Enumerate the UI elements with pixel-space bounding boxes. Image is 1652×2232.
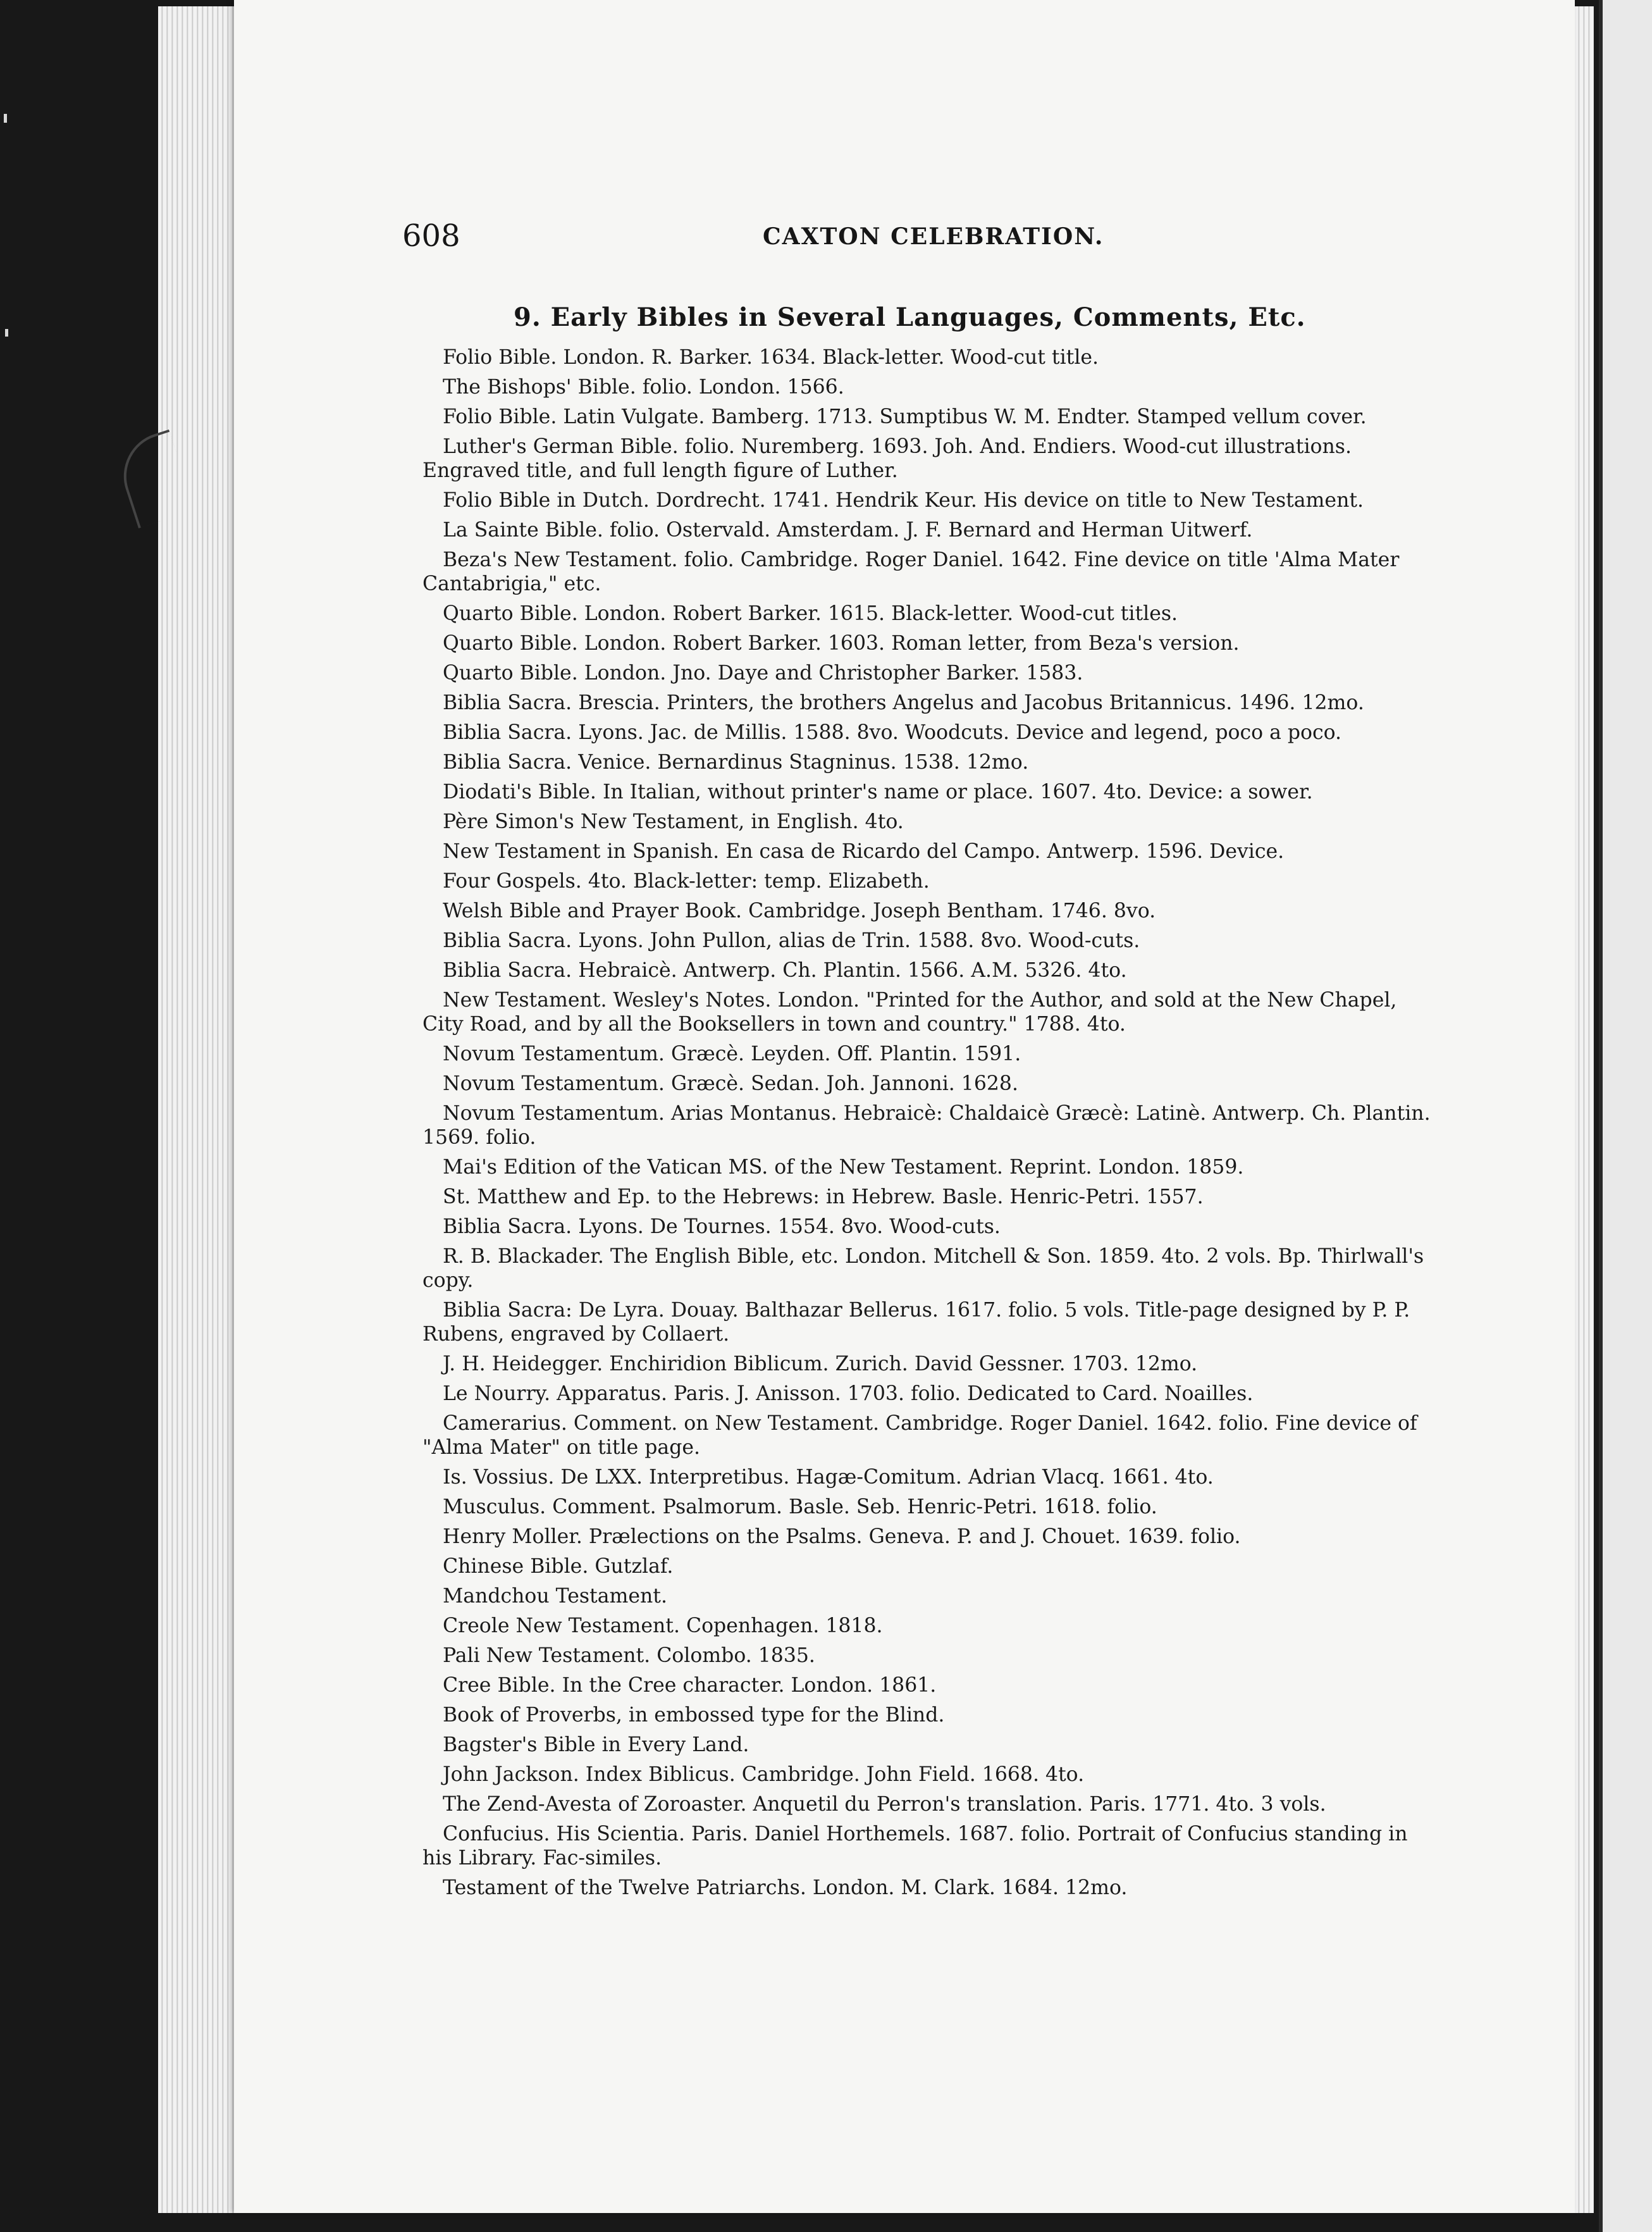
list-item: The Bishops' Bible. folio. London. 1566.: [443, 376, 844, 399]
list-item: Biblia Sacra. Lyons. John Pullon, alias de Trin. 1588. 8vo. Wood-cuts.: [443, 929, 1140, 952]
list-item: Biblia Sacra. Hebraicè. Antwerp. Ch. Plantin. 1566. A.M. 5326. 4to.: [443, 959, 1127, 982]
list-item: Père Simon's New Testament, in English. 4to.: [443, 810, 904, 833]
list-item: Biblia Sacra. Brescia. Printers, the brothers Angelus and Jacobus Britannicus. 1496. 12mo.: [443, 691, 1364, 714]
scan-edge-mark: [5, 329, 8, 337]
list-item: Four Gospels. 4to. Black-letter: temp. Elizabeth.: [443, 870, 930, 893]
list-item: Camerarius. Comment. on New Testament. Cambridge. Roger Daniel. 1642. folio. Fine device of "Alma Mater" on title page.: [422, 1412, 1417, 1459]
list-item: Creole New Testament. Copenhagen. 1818.: [443, 1615, 883, 1637]
list-item: The Zend-Avesta of Zoroaster. Anquetil du Perron's translation. Paris. 1771. 4to. 3 vols.: [443, 1793, 1326, 1816]
list-item: Mandchou Testament.: [443, 1585, 667, 1608]
list-item: Cree Bible. In the Cree character. London. 1861.: [443, 1674, 937, 1697]
list-item: New Testament. Wesley's Notes. London. "Printed for the Author, and sold at the New Chapel, City Road, and by all the Booksellers in town and country." 1788. 4to.: [422, 989, 1397, 1036]
list-item: Quarto Bible. London. Jno. Daye and Christopher Barker. 1583.: [443, 662, 1083, 685]
list-item: Chinese Bible. Gutzlaf.: [443, 1555, 674, 1578]
list-item: Henry Moller. Prælections on the Psalms. Geneva. P. and J. Chouet. 1639. folio.: [443, 1525, 1241, 1548]
list-item: Welsh Bible and Prayer Book. Cambridge. Joseph Bentham. 1746. 8vo.: [443, 900, 1156, 922]
list-item: Folio Bible in Dutch. Dordrecht. 1741. Hendrik Keur. His device on title to New Testament.: [443, 489, 1364, 512]
list-item: Folio Bible. Latin Vulgate. Bamberg. 1713. Sumptibus W. M. Endter. Stamped vellum cover.: [443, 406, 1367, 428]
list-item: New Testament in Spanish. En casa de Ricardo del Campo. Antwerp. 1596. Device.: [443, 840, 1285, 863]
list-item: R. B. Blackader. The English Bible, etc. London. Mitchell & Son. 1859. 4to. 2 vols. Bp. Thirlwall's copy.: [422, 1245, 1424, 1292]
list-item: Book of Proverbs, in embossed type for the Blind.: [443, 1704, 945, 1727]
list-item: John Jackson. Index Biblicus. Cambridge. John Field. 1668. 4to.: [443, 1763, 1085, 1786]
facing-page-edge: [1599, 0, 1652, 2232]
list-item: Novum Testamentum. Arias Montanus. Hebraicè: Chaldaicè Græcè: Latinè. Antwerp. Ch. Plantin. 1569. folio.: [422, 1102, 1431, 1149]
list-item: J. H. Heidegger. Enchiridion Biblicum. Zurich. David Gessner. 1703. 12mo.: [443, 1353, 1198, 1375]
list-item: Mai's Edition of the Vatican MS. of the New Testament. Reprint. London. 1859.: [443, 1156, 1244, 1179]
list-item: La Sainte Bible. folio. Ostervald. Amsterdam. J. F. Bernard and Herman Uitwerf.: [443, 519, 1253, 542]
list-item: Quarto Bible. London. Robert Barker. 1603. Roman letter, from Beza's version.: [443, 632, 1240, 655]
list-item: Pali New Testament. Colombo. 1835.: [443, 1644, 815, 1667]
list-item: St. Matthew and Ep. to the Hebrews: in Hebrew. Basle. Henric-Petri. 1557.: [443, 1186, 1204, 1208]
list-item: Biblia Sacra. Lyons. De Tournes. 1554. 8vo. Wood-cuts.: [443, 1215, 1001, 1238]
list-item: Novum Testamentum. Græcè. Leyden. Off. Plantin. 1591.: [443, 1043, 1021, 1065]
section-heading: 9. Early Bibles in Several Languages, Comments, Etc.: [514, 302, 1306, 332]
list-item: Beza's New Testament. folio. Cambridge. Roger Daniel. 1642. Fine device on title 'Alma Mater Cantabrigia," etc.: [422, 549, 1400, 595]
list-item: Le Nourry. Apparatus. Paris. J. Anisson. 1703. folio. Dedicated to Card. Noailles.: [443, 1382, 1254, 1405]
running-head: [402, 218, 1351, 256]
list-item: Novum Testamentum. Græcè. Sedan. Joh. Jannoni. 1628.: [443, 1072, 1018, 1095]
list-item: Biblia Sacra. Venice. Bernardinus Stagninus. 1538. 12mo.: [443, 751, 1029, 774]
running-title: CAXTON CELEBRATION.: [763, 223, 1104, 250]
list-item: Is. Vossius. De LXX. Interpretibus. Hagæ-Comitum. Adrian Vlacq. 1661. 4to.: [443, 1466, 1214, 1489]
list-item: Luther's German Bible. folio. Nuremberg. 1693. Joh. And. Endiers. Wood-cut illustrations. Engraved title, and full length figure of Luther.: [422, 435, 1352, 482]
list-item: Folio Bible. London. R. Barker. 1634. Black-letter. Wood-cut title.: [443, 346, 1099, 369]
list-item: Diodati's Bible. In Italian, without printer's name or place. 1607. 4to. Device: a sower.: [443, 781, 1313, 803]
list-item: Confucius. His Scientia. Paris. Daniel Horthemels. 1687. folio. Portrait of Confucius standing in his Library. Fac-similes.: [422, 1823, 1408, 1869]
list-item: Testament of the Twelve Patriarchs. London. M. Clark. 1684. 12mo.: [443, 1876, 1128, 1899]
list-item: Musculus. Comment. Psalmorum. Basle. Seb. Henric-Petri. 1618. folio.: [443, 1496, 1157, 1518]
list-item: Biblia Sacra. Lyons. Jac. de Millis. 1588. 8vo. Woodcuts. Device and legend, poco a poco.: [443, 721, 1342, 744]
page-number: 608: [402, 218, 460, 254]
list-item: Quarto Bible. London. Robert Barker. 1615. Black-letter. Wood-cut titles.: [443, 602, 1178, 625]
list-item: Bagster's Bible in Every Land.: [443, 1733, 749, 1756]
list-item: Biblia Sacra: De Lyra. Douay. Balthazar Bellerus. 1617. folio. 5 vols. Title-page designed by P. P. Rubens, engraved by Collaert.: [422, 1299, 1410, 1346]
bible-entries-list: [422, 345, 1434, 1906]
scan-edge-mark: [4, 114, 7, 123]
